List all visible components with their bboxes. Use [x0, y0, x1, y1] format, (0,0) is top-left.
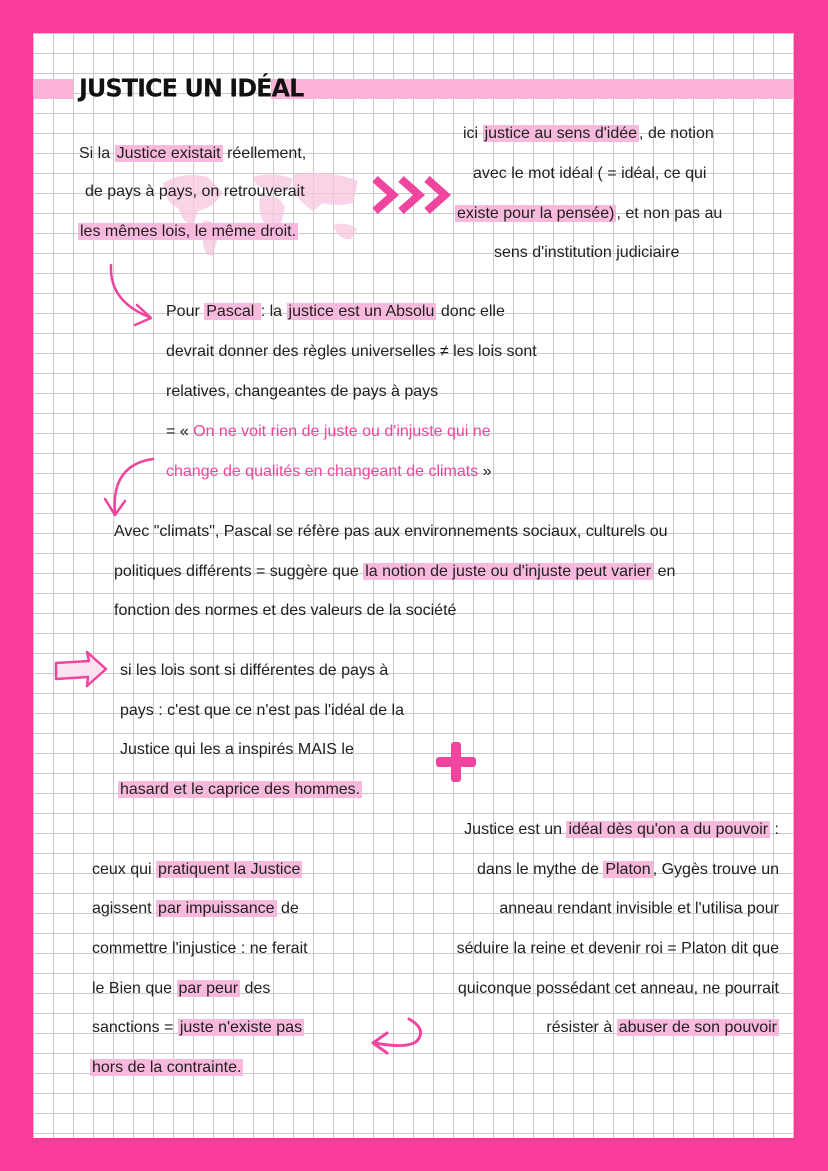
- power-line-4: séduire la reine et devenir roi = Platon dit que: [456, 940, 779, 957]
- weakness-line-4: le Bien que par peur des: [92, 980, 271, 997]
- climats-line-3: fonction des normes et des valeurs de la société: [114, 602, 457, 619]
- idea-line-3: existe pour la pensée) , et non pas au: [457, 205, 723, 222]
- power-line-3: anneau rendant invisible et l'utilisa pour: [499, 900, 779, 917]
- note-page: [33, 33, 794, 1138]
- intro-line-3: les mêmes lois, le même droit.: [80, 223, 297, 240]
- weakness-line-2: agissent par impuissance de: [92, 900, 299, 917]
- curl-arrow-icon: [369, 1015, 429, 1059]
- intro-line-2: de pays à pays, on retrouverait: [85, 183, 305, 200]
- differences-line-1: si les lois sont si différentes de pays à: [120, 662, 389, 679]
- pascal-line-1: Pour Pascal : la justice est un Absolu donc elle: [166, 303, 505, 320]
- pascal-line-2: devrait donner des règles universelles ≠ les lois sont: [166, 343, 537, 360]
- power-line-1: Justice est un idéal dès qu'on a du pouvoir :: [464, 821, 779, 838]
- pascal-line-3: relatives, changeantes de pays à pays: [166, 383, 439, 400]
- differences-line-3: Justice qui les a inspirés MAIS le: [120, 741, 354, 758]
- intro-line-1: Si la Justice existait réellement,: [79, 145, 307, 162]
- world-map-icon: [153, 163, 373, 263]
- power-line-2: dans le mythe de Platon , Gygès trouve un: [477, 861, 779, 878]
- outline-arrow-icon: [53, 649, 109, 689]
- idea-line-2: avec le mot idéal ( = idéal, ce qui: [473, 165, 707, 182]
- pascal-quote-line-1: = « On ne voit rien de juste ou d'injuste qui ne: [166, 423, 491, 440]
- climats-line-1: Avec "climats", Pascal se réfère pas aux environnements sociaux, culturels ou: [114, 523, 668, 540]
- plus-icon: [433, 739, 479, 785]
- title-band-right: [271, 79, 794, 99]
- differences-line-2: pays : c'est que ce n'est pas l'idéal de la: [120, 702, 404, 719]
- weakness-line-3: commettre l'injustice : ne ferait: [92, 940, 308, 957]
- pascal-quote-line-2: change de qualités en changeant de climats »: [166, 463, 492, 480]
- weakness-line-1: ceux qui pratiquent la Justice: [92, 861, 301, 878]
- differences-line-4: hasard et le caprice des hommes.: [120, 781, 361, 798]
- title-band-left: [33, 79, 73, 99]
- triple-chevron-icon: [371, 173, 461, 217]
- curved-arrow-icon: [103, 261, 163, 331]
- idea-line-4: sens d'institution judiciaire: [494, 244, 680, 261]
- page-title: JUSTICE UN IDÉAL: [79, 73, 304, 103]
- weakness-line-5: sanctions = juste n'existe pas: [92, 1019, 303, 1036]
- idea-line-1: ici justice au sens d'idée , de notion: [463, 125, 714, 142]
- weakness-line-6: hors de la contrainte.: [92, 1059, 242, 1076]
- power-line-6: résister à abuser de son pouvoir: [546, 1019, 777, 1036]
- climats-line-2: politiques différents = suggère que la notion de juste ou d'injuste peut varier en: [114, 563, 676, 580]
- curved-arrow-icon: [101, 453, 161, 523]
- power-line-5: quiconque possédant cet anneau, ne pourrait: [457, 980, 779, 997]
